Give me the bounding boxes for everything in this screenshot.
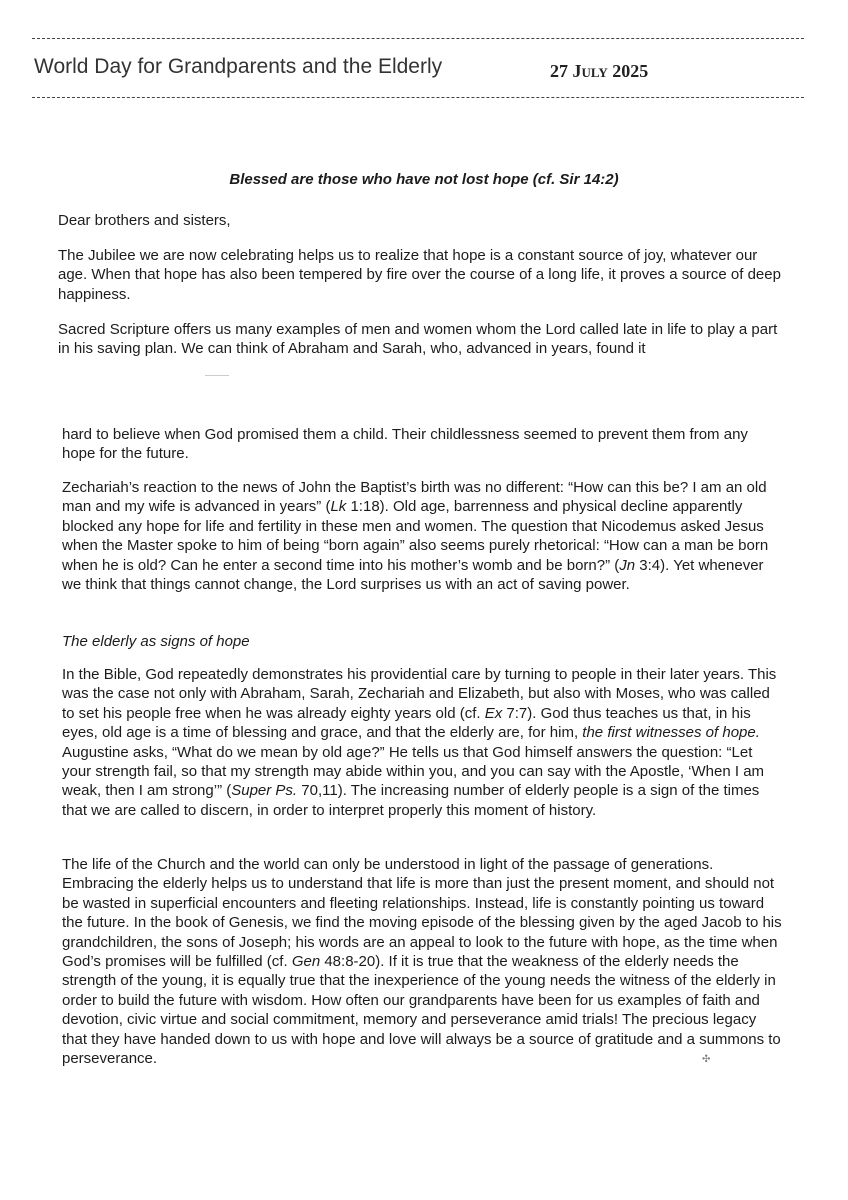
paragraph-6	[62, 855, 782, 1068]
date-day: 27	[550, 61, 568, 81]
paragraph-5	[62, 665, 782, 820]
p4-text-b: 1:18). Old age, barrenness and physical decline apparently blocked any hope for life and fertility in these men and women. The question that Nicodemus asked Jesus when the Master spoke to him of being “born again” also seems purely rhetorical: “How can a man be born when he is old? Can he enter a second time into his mother’s womb and be born?” (	[62, 498, 769, 574]
scan-speck-icon: ✣	[702, 1054, 711, 1065]
p5-emphasis: the first witnesses of hope.	[582, 724, 760, 742]
paragraph-2: Sacred Scripture offers us many examples of men and women whom the Lord called late in life to play a part in his saving plan. We can think of Abraham and Sarah, who, advanced in years, found it	[58, 321, 778, 358]
salutation: Dear brothers and sisters,	[58, 212, 231, 229]
paragraph-4	[62, 478, 782, 594]
paragraph-3: hard to believe when God promised them a child. Their childlessness seemed to prevent them from any hope for the future.	[62, 426, 748, 463]
p6-text-b: 48:8-20). If it is true that the weakness of the elderly needs the strength of the young, it is equally true that the inexperience of the young needs the witness of the elderly in order to build the future with wisdom. How often our grandparents have been for us examples of faith and devotion, civic virtue and social commitment, memory and perseverance amid trials! The precious legacy that they have handed down to us with hope and love will always be a source of gratitude and a summons to perseverance.	[62, 953, 781, 1068]
p5-text-a: In the Bible, God repeatedly demonstrates his providential care by turning to people in their later years. This was the case not only with Abraham, Sarah, Zechariah and Elizabeth, but also with Moses, who was called to set his people free when he was already eighty years old (cf.	[62, 666, 777, 722]
document-title: Blessed are those who have not lost hope (cf. Sir 14:2)	[229, 171, 619, 188]
p4-ref-john: Jn	[619, 556, 636, 574]
p5-text-c: Augustine asks, “What do we mean by old age?” He tells us that God himself answers the question: “Let your strength fail, so that my strength may abide within you, and you can say with the Apostle, ‘When I am weak, then I am strong’” (	[62, 743, 765, 800]
p4-text-a: Zechariah’s reaction to the news of John the Baptist’s birth was no different: “How can this be? I am an old man and my wife is advanced in years” (	[62, 479, 767, 516]
scan-line-mark	[205, 375, 229, 376]
p6-text-a: The life of the Church and the world can only be understood in light of the passage of generations. Embracing the elderly helps us to understand that life is more than just the present moment, and should not be wasted in superficial encounters and fleeting relationships. Instead, life is constantly pointing us toward the future. In the book of Genesis, we find the moving episode of the blessing given by the aged Jacob to his grandchildren, the sons of Joseph; his words are an appeal to look to the future with hope, as the time when God’s promises will be fulfilled (cf.	[62, 856, 782, 971]
section-heading: The elderly as signs of hope	[62, 633, 250, 650]
header-date	[550, 61, 648, 82]
p4-text-c: 3:4). Yet whenever we think that things cannot change, the Lord surprises us with an act of saving power.	[62, 556, 764, 594]
p6-ref-genesis: Gen	[291, 953, 321, 971]
header-rule-top	[32, 38, 804, 39]
date-year: 2025	[612, 61, 649, 81]
paragraph-1: The Jubilee we are now celebrating helps us to realize that hope is a constant source of joy, whatever our age. When that hope has also been tempered by fire over the course of a long life, it proves a source of deep happiness.	[58, 247, 781, 303]
date-month: July	[572, 61, 608, 81]
p5-text-d: 70,11). The increasing number of elderly people is a sign of the times that we are called to discern, in order to interpret properly this moment of history.	[62, 782, 760, 819]
p5-ref-exodus: Ex	[484, 704, 503, 722]
header-rule-bottom	[32, 97, 804, 98]
p5-ref-psalms: Super Ps.	[231, 782, 298, 800]
p4-ref-luke: Lk	[330, 498, 347, 516]
p5-text-b: 7:7). God thus teaches us that, in his eyes, old age is a time of blessing and grace, and that the elderly are, for him,	[62, 704, 751, 742]
header-title: World Day for Grandparents and the Elderly	[34, 55, 443, 78]
